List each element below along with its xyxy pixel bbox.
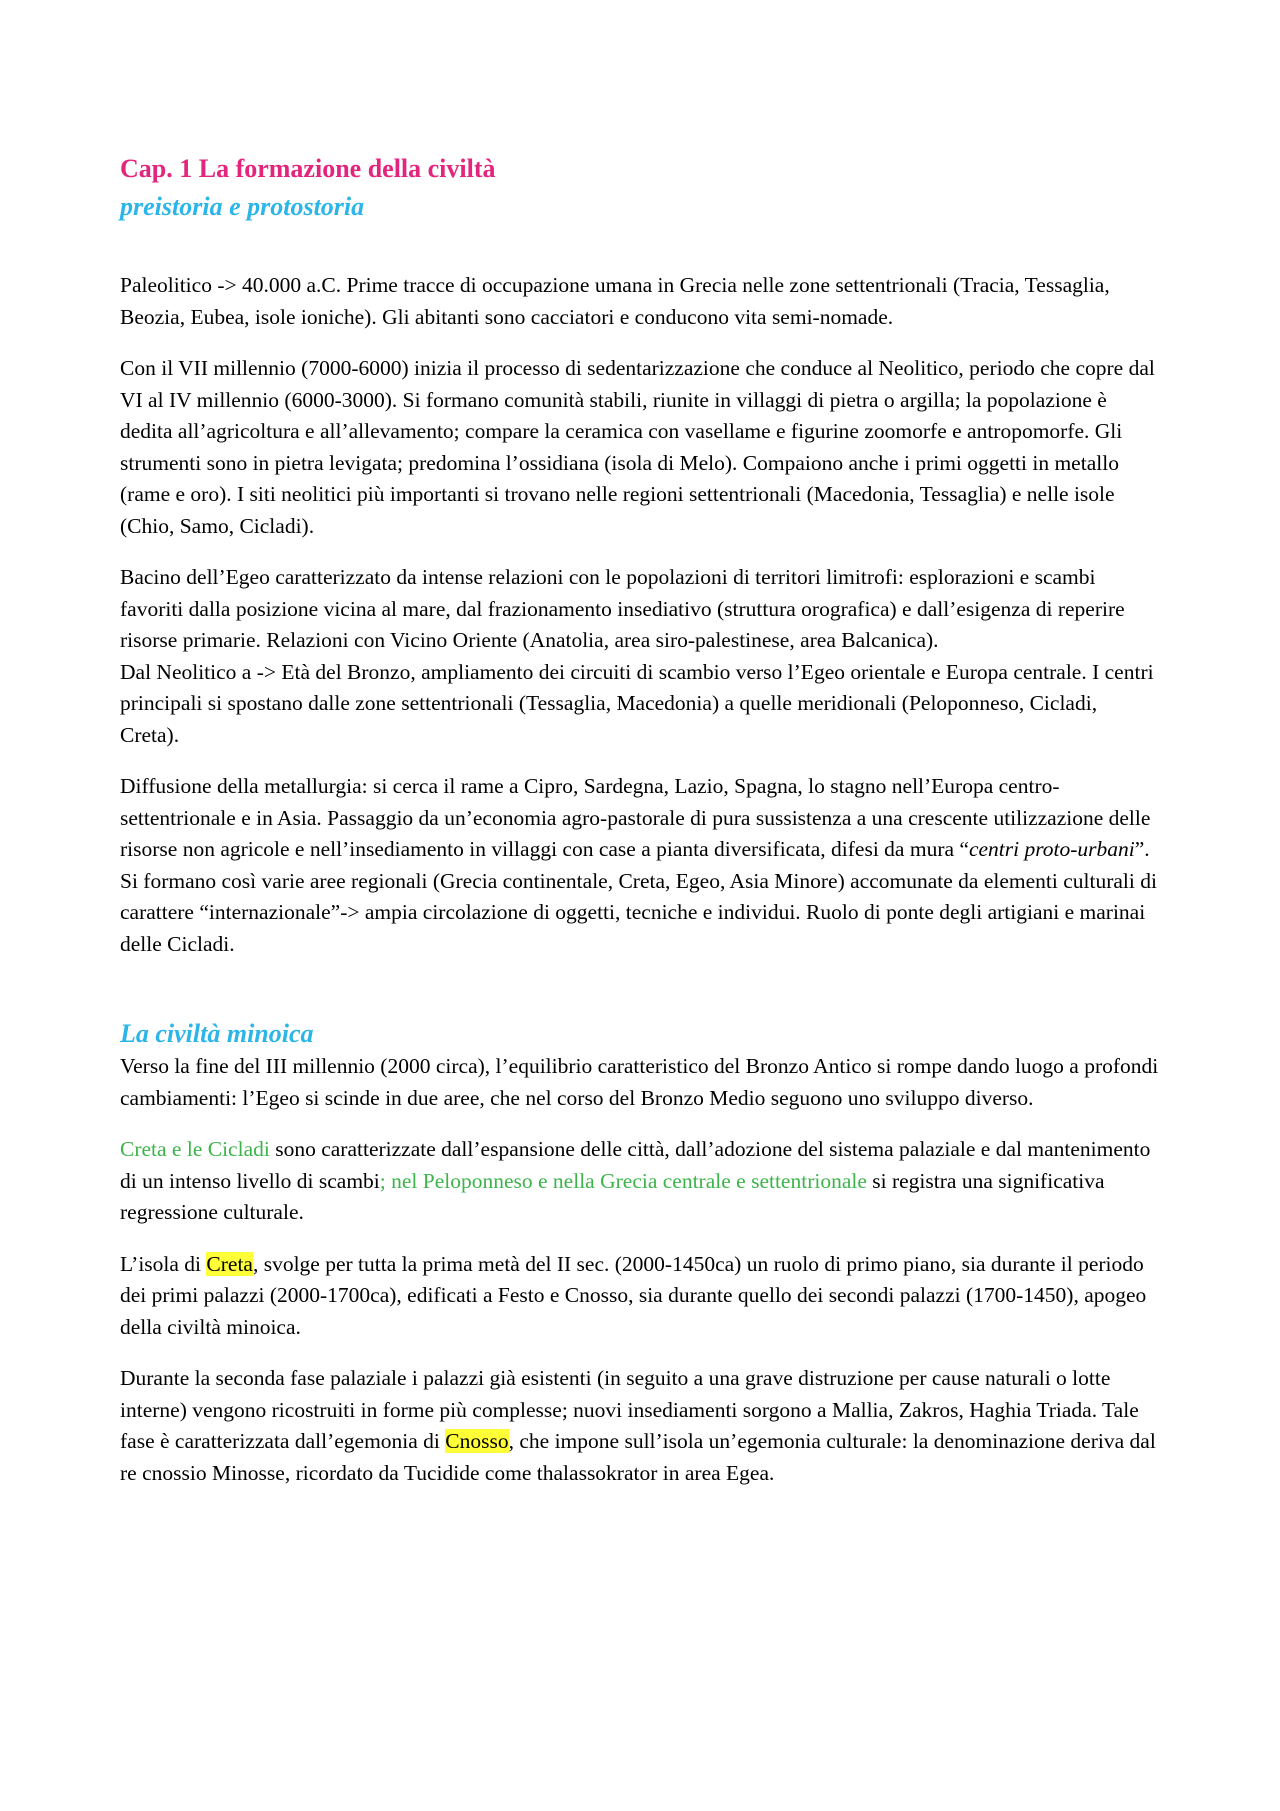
- green-text-crete-cyclades: Creta e le Cicladi: [120, 1137, 270, 1161]
- metallurgy-text-a: Diffusione della metallurgia: si cerca il rame a Cipro, Sardegna, Lazio, Spagna, lo stagno nell’Europa centro-settentrionale e in Asia. Passaggio da un’economia agro-pastorale di pura sussistenza a una crescente utilizzazione delle risorse non agricole e nell’insediamento in villaggi con case a pianta diversificata, difesi da mura “: [120, 774, 1151, 861]
- two-areas-text-b: si registra una significativa regressione culturale.: [120, 1168, 1105, 1224]
- paragraph-bronze-age: Dal Neolitico a -> Età del Bronzo, ampliamento dei circuiti di scambio verso l’Egeo orientale e Europa centrale. I centri principali si spostano dalle zone settentrionali (Tessaglia, Macedonia) a quelle meridionali (Peloponneso, Cicladi, Creta).: [120, 659, 1154, 747]
- paragraph-aegean-basin: Bacino dell’Egeo caratterizzato da intense relazioni con le popolazioni di territori limitrofi: esplorazioni e scambi favoriti dalla posizione vicina al mare, dal frazionamento insediativo (struttura orografica) e dall’esigenza di reperire risorse primarie. Relazioni con Vicino Oriente (Anatolia, area siro-palestinese, area Balcanica).: [120, 565, 1125, 652]
- section-title-minoan: La civiltà minoica: [120, 1019, 314, 1048]
- crete-text-a: L’isola di: [120, 1251, 207, 1276]
- two-areas-text-a: sono caratterizzate dall’espansione delle città, dall’adozione del sistema palaziale e dal mantenimento di un intenso livello di scambi: [120, 1137, 1151, 1193]
- second-palatial-text-b: , che impone sull’isola un’egemonia culturale: la denominazione deriva dal re cnossio Minosse, ricordato da Tucidide come thalassokrator in area Egea.: [120, 1429, 1156, 1485]
- green-text-peloponnese: ; nel Peloponneso e nella Grecia centrale e settentrionale: [379, 1168, 867, 1193]
- crete-text-b: , svolge per tutta la prima metà del II sec. (2000-1450ca) un ruolo di primo piano, sia durante il periodo dei primi palazzi (2000-1700ca), edificati a Festo e Cnosso, sia durante quello dei secondi palazzi (1700-1450), apogeo della civiltà minoica.: [120, 1251, 1147, 1339]
- paragraph-two-areas: [120, 1134, 1160, 1229]
- paragraph-crete: [120, 1249, 1160, 1344]
- metallurgy-text-b: ”. Si formano così varie aree regionali (Grecia continentale, Creta, Egeo, Asia Minore) accomunate da elementi culturali di carattere “internazionale”-> ampia circolazione di oggetti, tecniche e individui. Ruolo di ponte degli artigiani e marinai delle Cicladi.: [120, 837, 1157, 956]
- paragraph-metallurgy: [120, 771, 1160, 960]
- chapter-subtitle: preistoria e protostoria: [120, 192, 365, 221]
- paragraph-neolithic: Con il VII millennio (7000-6000) inizia il processo di sedentarizzazione che conduce al Neolitico, periodo che copre dal VI al IV millennio (6000-3000). Si formano comunità stabili, riunite in villaggi di pietra o argilla; la popolazione è dedita all’agricoltura e all’allevamento; compare la ceramica con vasellame e figurine zoomorfe e antropomorfe. Gli strumenti sono in pietra levigata; predomina l’ossidiana (isola di Melo). Compaiono anche i primi oggetti in metallo (rame e oro). I siti neolitici più importanti si trovano nelle regioni settentrionali (Macedonia, Tessaglia) e nelle isole (Chio, Samo, Cicladi).: [120, 356, 1155, 538]
- highlight-creta: Creta: [206, 1251, 253, 1276]
- metallurgy-emphasis: centri proto-urbani: [968, 837, 1135, 861]
- second-palatial-text-a: Durante la seconda fase palaziale i palazzi già esistenti (in seguito a una grave distruzione per cause naturali o lotte interne) vengono ricostruiti in forme più complesse; nuovi insediamenti sorgono a Mallia, Zakros, Haghia Triada. Tale fase è caratterizzata dall’egemonia di: [120, 1366, 1139, 1453]
- chapter-title: Cap. 1 La formazione della civiltà: [120, 154, 496, 183]
- highlight-cnosso: Cnosso: [445, 1429, 509, 1453]
- paragraph-second-palatial: [120, 1363, 1160, 1489]
- paragraph-bronze-transition: Verso la fine del III millennio (2000 circa), l’equilibrio caratteristico del Bronzo Antico si rompe dando luogo a profondi cambiamenti: l’Egeo si scinde in due aree, che nel corso del Bronzo Medio seguono uno sviluppo diverso.: [120, 1054, 1159, 1110]
- paragraph-paleolithic: Paleolitico -> 40.000 a.C. Prime tracce di occupazione umana in Grecia nelle zone settentrionali (Tracia, Tessaglia, Beozia, Eubea, isole ioniche). Gli abitanti sono cacciatori e conducono vita semi-nomade.: [120, 273, 1110, 329]
